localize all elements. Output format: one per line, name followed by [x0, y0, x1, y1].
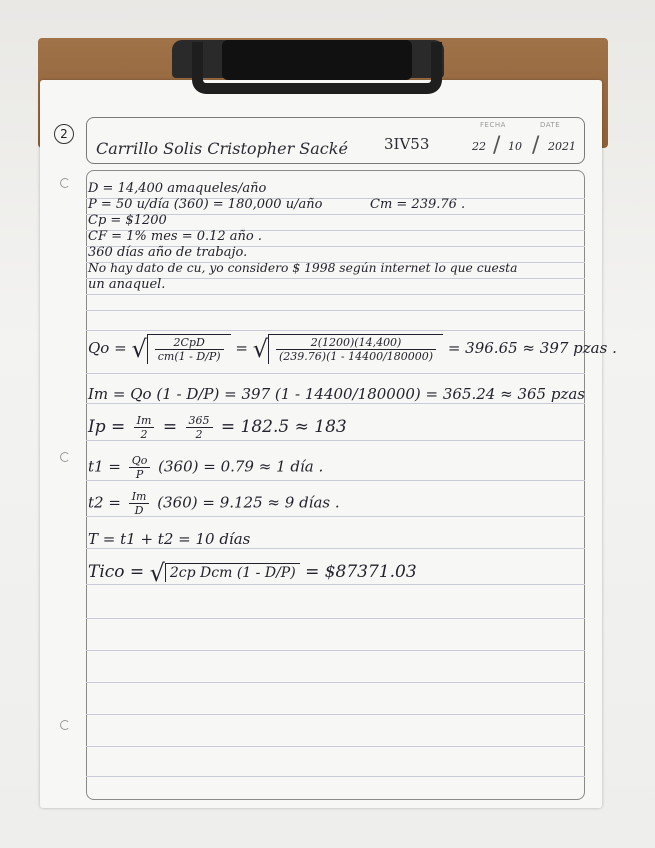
- ruled-line: [86, 373, 585, 374]
- ruled-line: [86, 776, 585, 777]
- ip-den: 2: [140, 428, 148, 441]
- sqrt-icon: √: [131, 335, 147, 363]
- ruled-line: [86, 618, 585, 619]
- given-demand: D = 14,400 amaqueles/año: [88, 181, 267, 196]
- ip-den-value: 2: [195, 428, 203, 441]
- binder-hole-icon: [60, 452, 70, 462]
- qo-eq: =: [235, 339, 248, 357]
- formula-ip: Ip = $\frac{Im}{2}$ = $\frac{365}{2}$ = 182.5 ≈ 183: [88, 414, 347, 441]
- given-maintenance-cost: Cm = 239.76 .: [370, 197, 466, 212]
- binder-hole-icon: [60, 720, 70, 730]
- t1-den: P: [135, 468, 144, 481]
- t2-num: Im: [129, 490, 150, 504]
- ruled-line: [86, 403, 585, 404]
- ip-label: Ip =: [88, 417, 126, 437]
- ruled-line: [86, 746, 585, 747]
- note-unit-cost-cont: un anaquel.: [88, 277, 166, 292]
- given-production: P = 50 u/día (360) = 180,000 u/año: [88, 197, 323, 212]
- ruled-line: [86, 650, 585, 651]
- qo-num: 2CpD: [155, 336, 224, 350]
- qo-result: = 396.65 ≈ 397 pzas .: [447, 339, 617, 357]
- qo-label: Qo =: [88, 339, 127, 357]
- qo-den: cm(1 - D/P): [157, 350, 221, 363]
- clipboard-clip-ring: [192, 42, 442, 94]
- tico-radicand: 2cp Dcm (1 - D/P): [165, 563, 300, 582]
- tico-result: = $87371.03: [305, 562, 417, 582]
- qo-num-values: 2(1200)(14,400): [276, 336, 436, 350]
- date-day: 22: [472, 140, 486, 153]
- date-year: 2021: [548, 140, 576, 153]
- fecha-label: FECHA: [480, 121, 506, 129]
- formula-t2: [88, 490, 340, 517]
- ruled-line: [86, 682, 585, 683]
- ruled-line: [86, 330, 585, 331]
- ip-num-value: 365: [186, 414, 213, 428]
- t1-num: Qo: [129, 454, 151, 468]
- tico-label: Tico =: [88, 562, 145, 582]
- formula-im: Im = Qo (1 - D/P) = 397 (1 - 14400/180000) = 365.24 ≈ 365 pzas: [88, 385, 585, 403]
- date-separator: /: [493, 133, 501, 158]
- student-name: Carrillo Solis Cristopher Sacké: [96, 139, 348, 158]
- ruled-line: [86, 548, 585, 549]
- note-unit-cost: No hay dato de cu, yo considero $ 1998 según internet lo que cuesta: [88, 261, 518, 275]
- t1-result: (360) = 0.79 ≈ 1 día .: [158, 457, 324, 476]
- formula-tico: [88, 558, 417, 587]
- ruled-line: [86, 294, 585, 295]
- date-label: DATE: [540, 121, 561, 129]
- given-work-days: 360 días año de trabajo.: [88, 245, 248, 260]
- given-financial-cost: CF = 1% mes = 0.12 año .: [88, 229, 263, 244]
- group-code: 3IV53: [384, 135, 430, 153]
- ip-result: = 182.5 ≈ 183: [220, 417, 347, 437]
- formula-qo: [88, 334, 617, 364]
- formula-t1: [88, 454, 323, 481]
- t2-label: t2 =: [88, 493, 121, 512]
- date-separator: /: [532, 133, 540, 158]
- date-month: 10: [508, 140, 522, 153]
- ruled-line: [86, 714, 585, 715]
- t2-den: D: [134, 504, 144, 517]
- ip-num: Im: [134, 414, 155, 428]
- ruled-line: [86, 310, 585, 311]
- sqrt-icon: √: [149, 558, 165, 587]
- t2-result: (360) = 9.125 ≈ 9 días .: [157, 493, 340, 512]
- qo-den-values: (239.76)(1 - 14400/180000): [279, 350, 434, 363]
- page-number: 2: [54, 124, 74, 144]
- sqrt-icon: √: [252, 335, 268, 363]
- t1-label: t1 =: [88, 457, 121, 476]
- given-order-cost: Cp = $1200: [88, 213, 167, 228]
- binder-hole-icon: [60, 178, 70, 188]
- formula-total-time: T = t1 + t2 = 10 días: [88, 530, 251, 548]
